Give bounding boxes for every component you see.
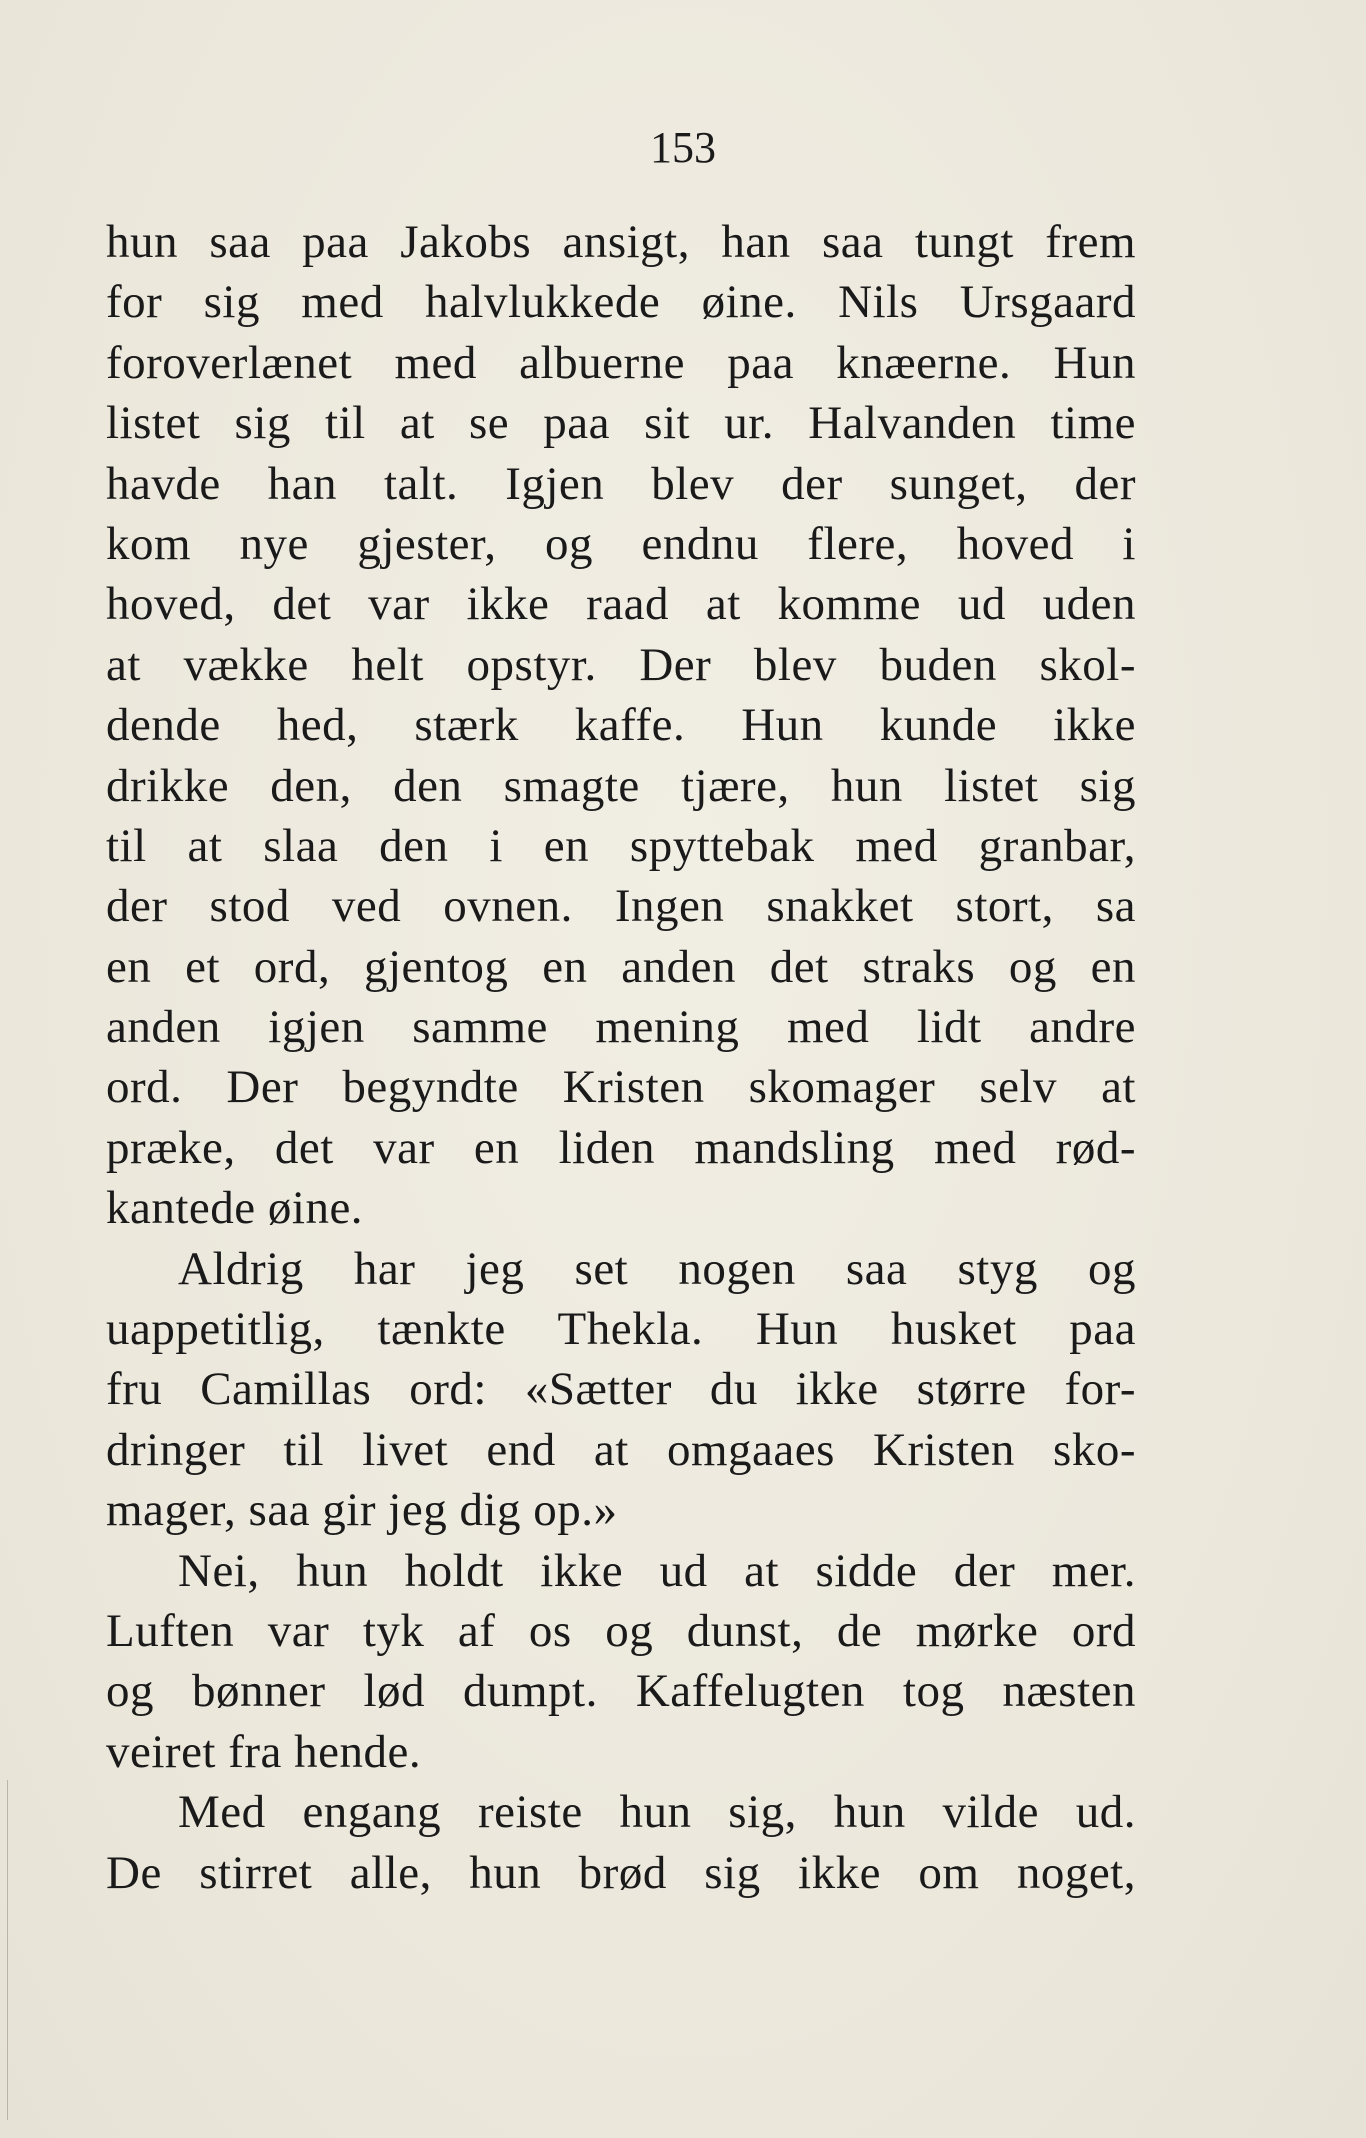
text-line: en et ord, gjentog en anden det straks og en [106,940,1136,993]
text-line: De stirret alle, hun brød sig ikke om noget, [106,1846,1136,1899]
text-line: Med engang reiste hun sig, hun vilde ud. [178,1786,1136,1839]
text-line: dringer til livet end at omgaaes Kristen sko- [106,1423,1136,1476]
text-line: hoved, det var ikke raad at komme ud uden [106,578,1136,631]
text-line: mager, saa gir jeg dig op.» [106,1484,618,1537]
text-line: der stod ved ovnen. Ingen snakket stort, sa [106,880,1136,933]
text-line: kom nye gjester, og endnu flere, hoved i [106,517,1136,570]
text-line: havde han talt. Igjen blev der sunget, der [106,457,1136,510]
text-line: Aldrig har jeg set nogen saa styg og [178,1242,1136,1295]
page-number: 153 [650,123,716,172]
text-line: kantede øine. [106,1182,364,1235]
text-line: til at slaa den i en spyttebak med granbar, [106,819,1136,872]
text-line: anden igjen samme mening med lidt andre [106,1001,1136,1054]
page-edge-line [7,1780,8,2120]
text-line: dende hed, stærk kaffe. Hun kunde ikke [106,699,1136,752]
text-line: for sig med halvlukkede øine. Nils Ursgaard [106,276,1136,329]
text-line: foroverlænet med albuerne paa knæerne. Hun [106,336,1136,389]
text-line: Nei, hun holdt ikke ud at sidde der mer. [178,1544,1136,1597]
text-line: præke, det var en liden mandsling med rød- [106,1121,1136,1174]
text-line: at vække helt opstyr. Der blev buden skol- [106,638,1136,691]
body-text [106,212,1136,1903]
text-line: veiret fra hende. [106,1725,422,1778]
text-line: ord. Der begyndte Kristen skomager selv at [106,1061,1136,1114]
text-line: fru Camillas ord: «Sætter du ikke større for- [106,1363,1136,1416]
text-line: hun saa paa Jakobs ansigt, han saa tungt frem [106,216,1136,268]
text-line: listet sig til at se paa sit ur. Halvanden time [106,397,1136,450]
text-line: og bønner lød dumpt. Kaffelugten tog næsten [106,1665,1136,1718]
text-line: Luften var tyk af os og dunst, de mørke ord [106,1604,1136,1657]
text-line: drikke den, den smagte tjære, hun listet sig [106,759,1136,812]
text-line: uappetitlig, tænkte Thekla. Hun husket paa [106,1303,1136,1356]
